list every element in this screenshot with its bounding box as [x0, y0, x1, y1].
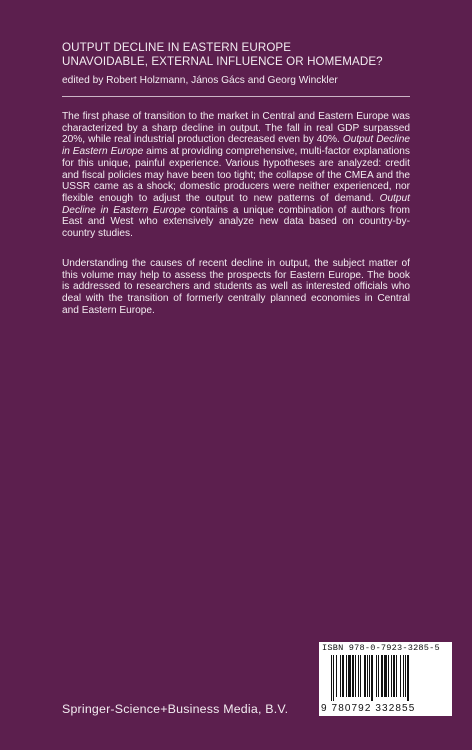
p1-text-a: The first phase of transition to the market in Central and Eastern Europe was characterized by a sharp decline in output. The fall in real GDP surpassed 20%, while real industrial production decreased even by 40%.	[62, 111, 410, 146]
book-title	[62, 41, 383, 69]
isbn-label: ISBN 978-0-7923-3285-5	[322, 643, 440, 653]
editors-line: edited by Robert Holzmann, János Gács and Georg Winckler	[62, 75, 338, 86]
p1-book-title-italic-1: Output Decline in Eastern Europe	[62, 134, 410, 158]
p1-text-c: aims at providing comprehensive, multi-factor explanations for this unique, painful experience. Various hypotheses are analyzed: credit and fiscal policies may have been too tight; the collapse of the CMEA and the USSR came as a shock; domestic producers were neither experienced, nor flexible enough to adjust the output to new patterns of demand.	[62, 146, 410, 204]
p1-book-title-italic-2: Output Decline in Eastern Europe	[62, 192, 410, 216]
publisher-name: Springer-Science+Business Media, B.V.	[62, 702, 289, 716]
description-paragraph-1	[62, 111, 410, 240]
p1-text-e: contains a unique combination of authors from East and West who extensively analyze new data based on country-by-country studies.	[62, 204, 410, 240]
description-paragraph-2: Understanding the causes of recent decline in output, the subject matter of this volume may help to assess the prospects for Eastern Europe. The book is addressed to researchers and students as well as interested officials who deal with the transition of formerly centrally planned economies in Central and Eastern Europe.	[62, 258, 410, 316]
title-line-2: UNAVOIDABLE, EXTERNAL INFLUENCE OR HOMEMADE?	[62, 55, 383, 68]
title-line-1: OUTPUT DECLINE IN EASTERN EUROPE	[62, 41, 292, 54]
divider-rule	[62, 96, 410, 97]
barcode-image	[331, 655, 444, 701]
barcode-number: 9 780792 332855	[321, 703, 416, 714]
